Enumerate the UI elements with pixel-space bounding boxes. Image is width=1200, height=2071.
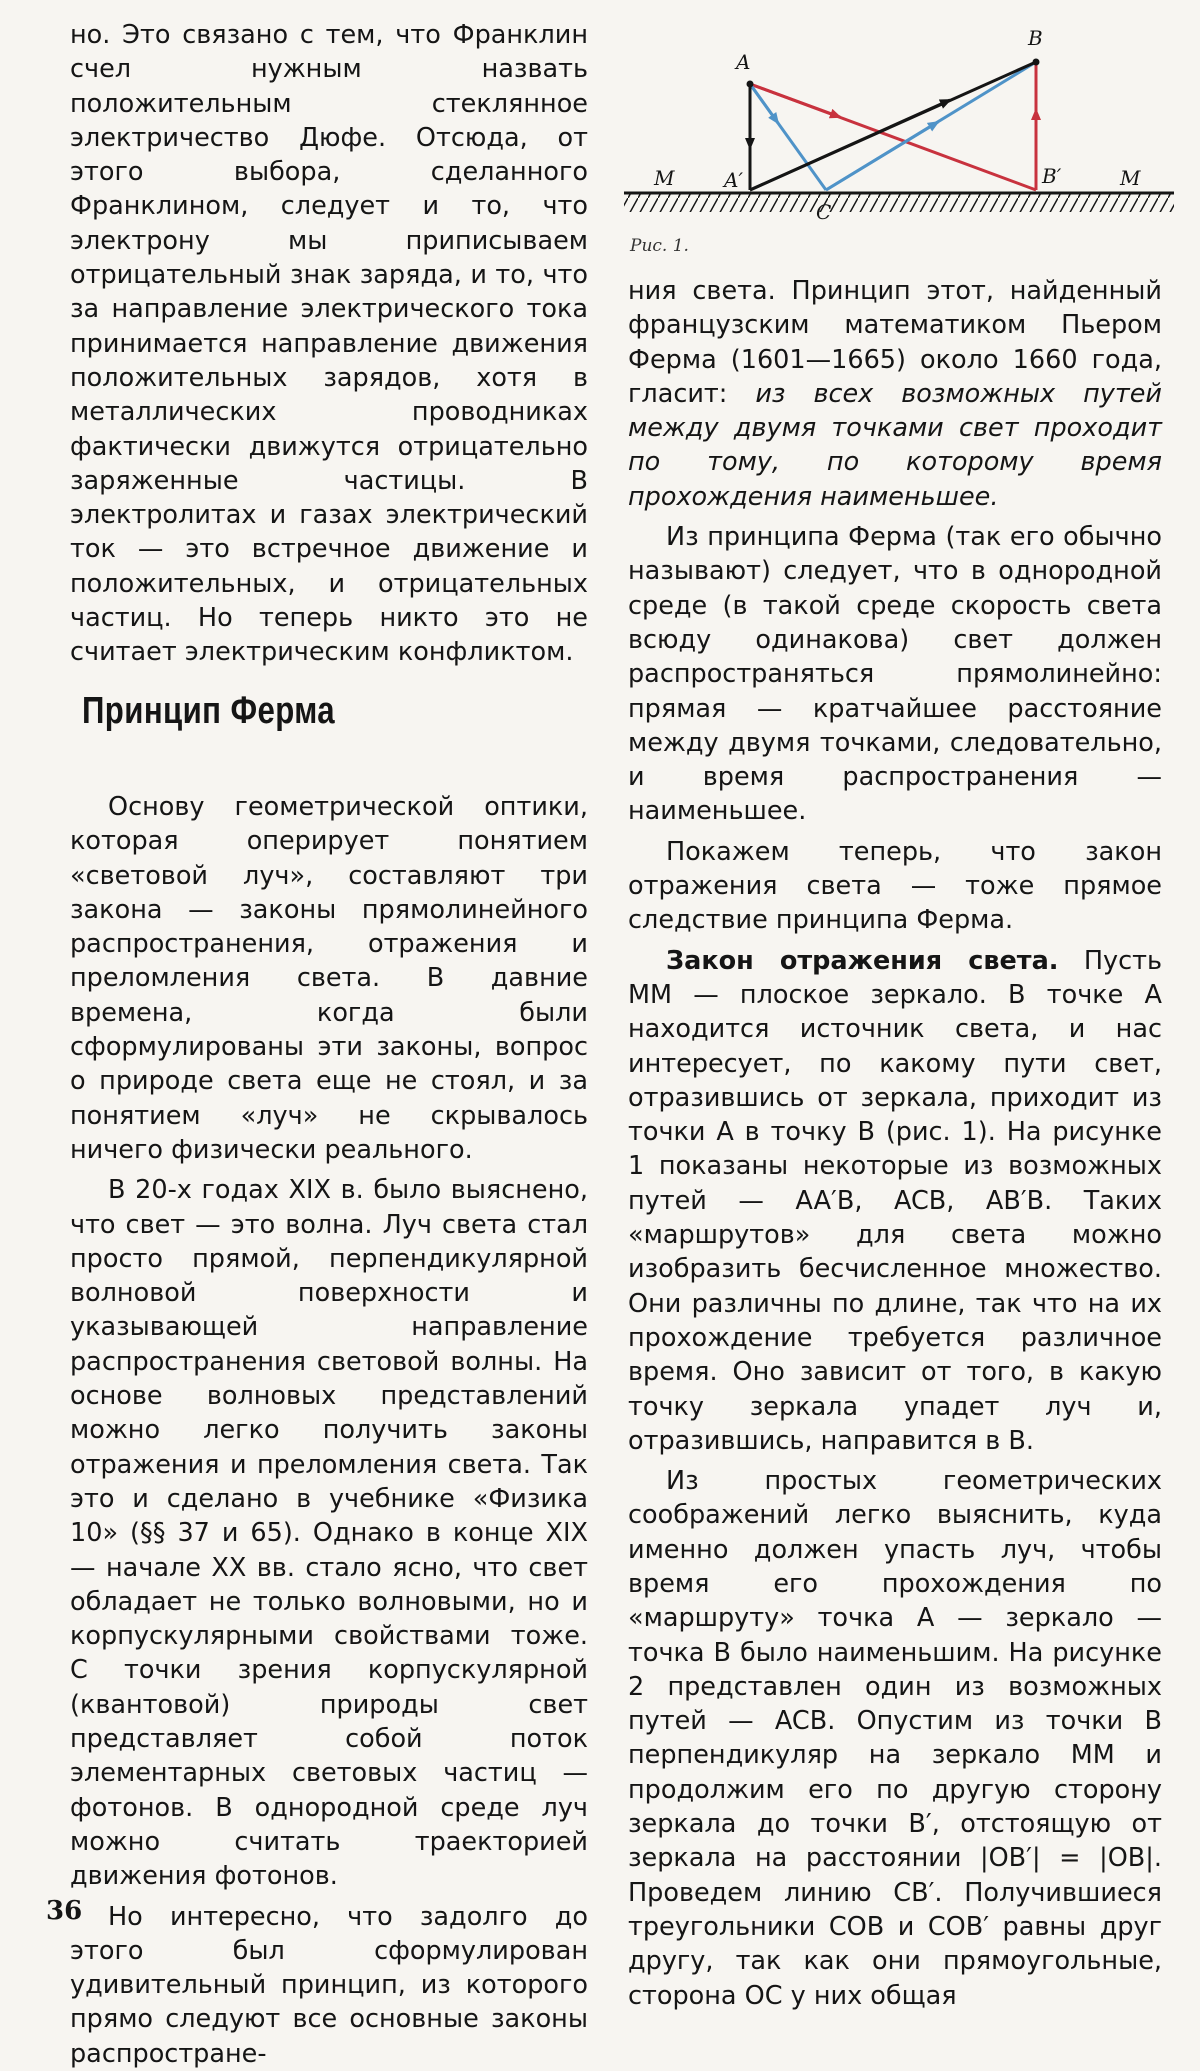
right-column <box>628 274 1162 2013</box>
label-M-right: M <box>1120 166 1141 190</box>
point-B <box>1033 59 1040 66</box>
page-number: 36 <box>46 1896 83 1926</box>
paragraph: Из простых геометрических соображений легко выяснить, куда именно должен упасть луч, чтобы время его прохождения по «маршруту» точка A — зеркало — точка B было наименьшим. На рисунке 2 представлен один из возможных путей — ACB. Опустим из точки B перпендикуляр на зеркало MM и продолжим его по другую сторону зеркала до точки B′, отстоящую от зеркала на расстоянии |OB′| = |OB|. Проведем линию CB′. Получившиеся треугольники COB и COB′ равны друг другу, так как они прямоугольные, сторона OC у них общая <box>628 1466 1162 2011</box>
paragraph: Покажем теперь, что закон отражения света — тоже прямое следствие принципа Ферма. <box>628 836 1162 936</box>
paragraph-fermat-principle <box>628 274 1162 514</box>
paragraph-continuation: но. Это связано с тем, что Франклин счел нужным назвать положительным стеклянное электричество Дюфе. Отсюда, от этого выбора, сделанного Франклином, следует и то, что электрону мы приписываем отрицательный знак заряда, и то, что за направление электрического тока принимается направление движения положительных зарядов, хотя в металлических проводниках фактически движутся отрицательно заряженные частицы. В электролитах и газах электрический ток — это встречное движение и положительных, и отрицательных частиц. Но теперь никто это не считает электрическим конфликтом. <box>70 20 588 668</box>
paragraph: В 20-х годах XIX в. было выяснено, что свет — это волна. Луч света стал просто прямой, перпендикулярной волновой поверхности и указывающей направление распространения световой волны. На основе волновых представлений можно легко получить законы отражения и преломления света. Так это и сделано в учебнике «Физика 10» (§§ 37 и 65). Однако в конце XIX — начале XX вв. стало ясно, что свет обладает не только волновыми, но и корпускулярными свойствами тоже. С точки зрения корпускулярной (квантовой) природы свет представляет собой поток элементарных световых частиц — фотонов. В однородной среде луч можно считать траекторией движения фотонов. <box>70 1175 588 1892</box>
paragraph: Но интересно, что задолго до этого был сформулирован удивительный принцип, из которого прямо следуют все основные законы распростране- <box>70 1901 588 2069</box>
label-C: C <box>816 200 832 224</box>
label-A-prime: A′ <box>724 168 743 192</box>
figure-drawing <box>618 18 1178 228</box>
left-column-lower <box>70 790 588 2071</box>
bold-subheading: Закон отражения света. <box>666 945 1059 976</box>
mirror-hatching <box>624 194 1174 212</box>
point-A <box>747 81 754 88</box>
paragraph: Основу геометрической оптики, которая оперирует понятием «световой луч», составляют три закона — законы прямолинейного распространения, отражения и преломления света. В давние времена, когда были сформулированы эти законы, вопрос о природе света еще не стоял, и за понятием «луч» не скрывалось ничего физически реального. <box>70 792 588 1165</box>
paragraph-reflection-law <box>628 944 1162 1458</box>
left-column <box>70 18 588 670</box>
text-run: ния света. Принцип этот, найденный французским математиком Пьером Ферма (1601—1665) около 1660 года, гласит: <box>628 276 1162 409</box>
text-run: Пусть MM — плоское зеркало. В точке A находится источник света, и нас интересует, по какому пути свет, отразившись от зеркала, приходит из точки A в точку B (рис. 1). На рисунке 1 показаны некоторые из возможных путей — AA′B, ACB, AB′B. Таких «маршрутов» для света можно изобразить бесчисленное множество. Они различны по длине, так что на их прохождение требуется различное время. Оно зависит от того, в какую точку зеркала упадет луч и, отразившись, направится в B. <box>628 945 1162 1456</box>
label-M-left: M <box>654 166 675 190</box>
label-B: B <box>1028 26 1043 50</box>
label-B-prime: B′ <box>1042 164 1062 188</box>
section-heading: Принцип Ферма <box>82 690 336 732</box>
figure-reflection-paths <box>618 18 1178 228</box>
label-A: A <box>736 50 751 74</box>
paragraph: Из принципа Ферма (так его обычно называют) следует, что в однородной среде (в такой среде скорость света всюду одинакова) свет должен распространяться прямолинейно: прямая — кратчайшее расстояние между двумя точками, следовательно, и время распространения — наименьшее. <box>628 522 1162 827</box>
figure-caption: Рис. 1. <box>630 236 689 256</box>
italic-principle: из всех возможных путей между двумя точками свет проходит по тому, по которому время прохождения наименьшее. <box>628 378 1162 512</box>
